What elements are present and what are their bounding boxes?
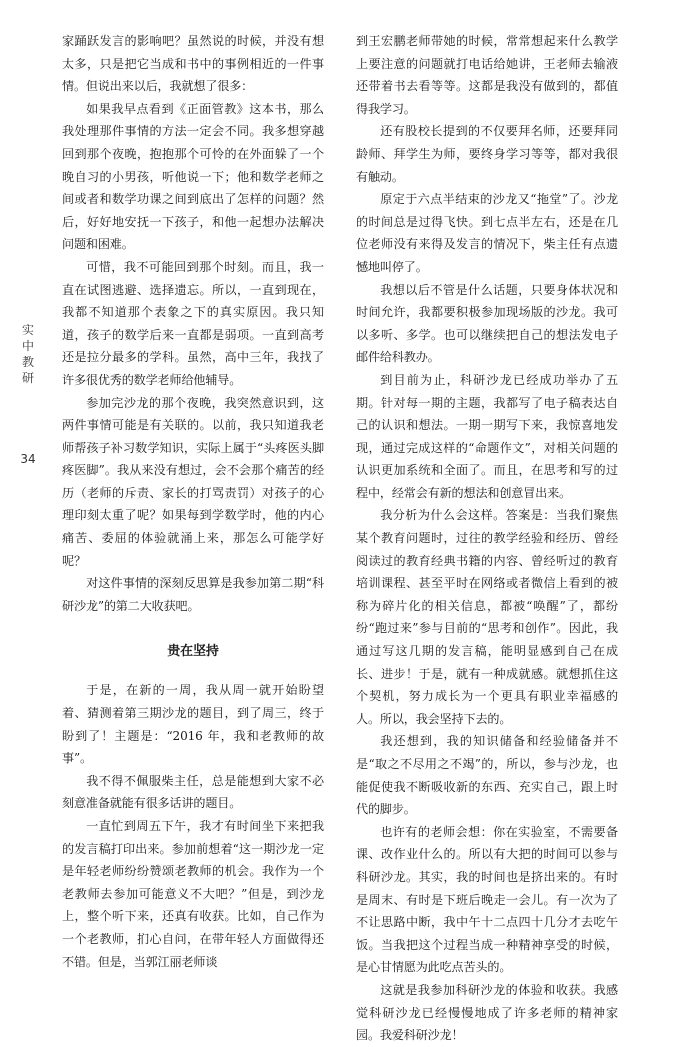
journal-name: 实中教研	[21, 323, 34, 385]
paragraph: 这就是我参加科研沙龙的体验和收获。我感觉科研沙龙已经慢慢地成了许多老师的精神家园。我爱科研沙龙！	[356, 982, 618, 1043]
paragraph: 于是，在新的一周，我从周一就开始盼望着、猜测着第三期沙龙的题目，到了周三，终于盼到了！主题是：“2016 年，我和老教师的故事”。	[62, 683, 324, 766]
paragraph: 原定于六点半结束的沙龙又“拖堂”了。沙龙的时间总是过得飞快。到七点半左右，还是在几位老师没有来得及发言的情况下，柴主任有点遗憾地叫停了。	[356, 192, 618, 274]
paragraph: 如果我早点看到《正面管教》这本书，那么我处理那件事情的方法一定会不同。我多想穿越回到那个夜晚，抱抱那个可怜的在外面躲了一个晚自习的小男孩，听他说一下；他和数学老师之间或者和数学功课之间到底出了怎样的问题？然后，好好地安抚一下孩子，和他一起想办法解决问题和困难。	[62, 101, 324, 252]
paragraph: 家踊跃发言的影响吧？虽然说的时候，并没有想太多，只是把它当成和书中的事例相近的一件事情。但说出来以后，我就想了很多：	[62, 34, 324, 94]
paragraph: 我还想到，我的知识储备和经验储备并不是“取之不尽用之不竭”的，所以，参与沙龙，也能促使我不断吸收新的东西、充实自己，跟上时代的脚步。	[356, 734, 618, 817]
section-title: 贵在坚持	[167, 644, 219, 660]
left-column	[62, 30, 324, 973]
paragraph: 可惜，我不可能回到那个时刻。而且，我一直在试图逃避、选择遗忘。所以，一直到现在，我都不知道那个表象之下的真实原因。我只知道，孩子的数学后来一直都是弱项。一直到高考还是拉分最多的学科。虽然，高中三年，我找了许多很优秀的数学老师给他辅导。	[62, 259, 324, 387]
paragraph: 对这件事情的深刻反思算是我参加第二期“科研沙龙”的第二大收获吧。	[62, 576, 324, 613]
paragraph: 到目前为止，科研沙龙已经成功举办了五期。针对每一期的主题，我都写了电子稿表达自己的认识和想法。一期一期写下来，我惊喜地发现，通过完成这样的“命题作文”，对相关问题的认识更加系统和全面了。而且，在思考和写的过程中，经常会有新的想法和创意冒出来。	[356, 372, 618, 500]
paragraph: 我想以后不管是什么话题，只要身体状况和时间允许，我都要积极参加现场版的沙龙。我可以多听、多学。也可以继续把自己的想法发电子邮件给科教办。	[356, 282, 618, 365]
page-number: 34	[20, 452, 36, 466]
paragraph: 到王宏鹏老师带她的时候，常常想起来什么教学上要注意的问题就打电话给她讲，王老师去输液还带着书去看等等。这都是我没有做到的，都值得我学习。	[356, 34, 618, 116]
paragraph: 我不得不佩服柴主任，总是能想到大家不必刻意准备就能有很多话讲的题目。	[62, 773, 324, 811]
paragraph: 参加完沙龙的那个夜晚，我突然意识到，这两件事情可能是有关联的。以前，我只知道我老师帮孩子补习数学知识，实际上属于“头疼医头脚疼医脚”。我从来没有想过，会不会那个痛苦的经历（老师的斥责、家长的打骂责罚）对孩子的心理印刻太重了呢？如果每到学数学时，他的内心痛苦、委屈的体验就涌上来，那怎么可能学好呢？	[62, 395, 324, 568]
right-column	[356, 30, 618, 1047]
paragraph: 一直忙到周五下午，我才有时间坐下来把我的发言稿打印出来。参加前想着“这一期沙龙一定是年轻老师纷纷赞颂老教师的机会。我作为一个老教师去参加可能意义不大吧？”但是，到沙龙上，整个听下来，还真有收获。比如，自己作为一个老教师，扪心自问，在带年轻人方面做得还不错。但是，当郭江丽老师谈	[62, 819, 324, 969]
paragraph: 还有股校长提到的不仅要拜名师，还要拜同龄师、拜学生为师，要终身学习等等，都对我很有触动。	[356, 124, 618, 184]
paragraph: 也许有的老师会想：你在实验室，不需要备课、改作业什么的。所以有大把的时间可以参与科研沙龙。其实，我的时间也是挤出来的。有时是周末、有时是下班后晚走一会儿。有一次为了不让思路中断，我中午十二点四十几分才去吃午饭。当我把这个过程当成一种精神享受的时候，是心甘情愿为此吃点苦头的。	[356, 824, 618, 975]
paragraph: 我分析为什么会这样。答案是：当我们聚焦某个教育问题时，过往的教学经验和经历、曾经阅读过的教育经典书籍的内容、曾经听过的教育培训课程、甚至平时在网络或者微信上看到的被称为碎片化的相关信息，都被“唤醒”了，都纷纷“跑过来”参与目前的“思考和创作”。因此，我通过写这几期的发言稿，能明显感到自己在成长、进步！于是，就有一种成就感。就想抓住这个契机，努力成长为一个更具有职业幸福感的人。所以，我会坚持下去的。	[356, 508, 618, 726]
